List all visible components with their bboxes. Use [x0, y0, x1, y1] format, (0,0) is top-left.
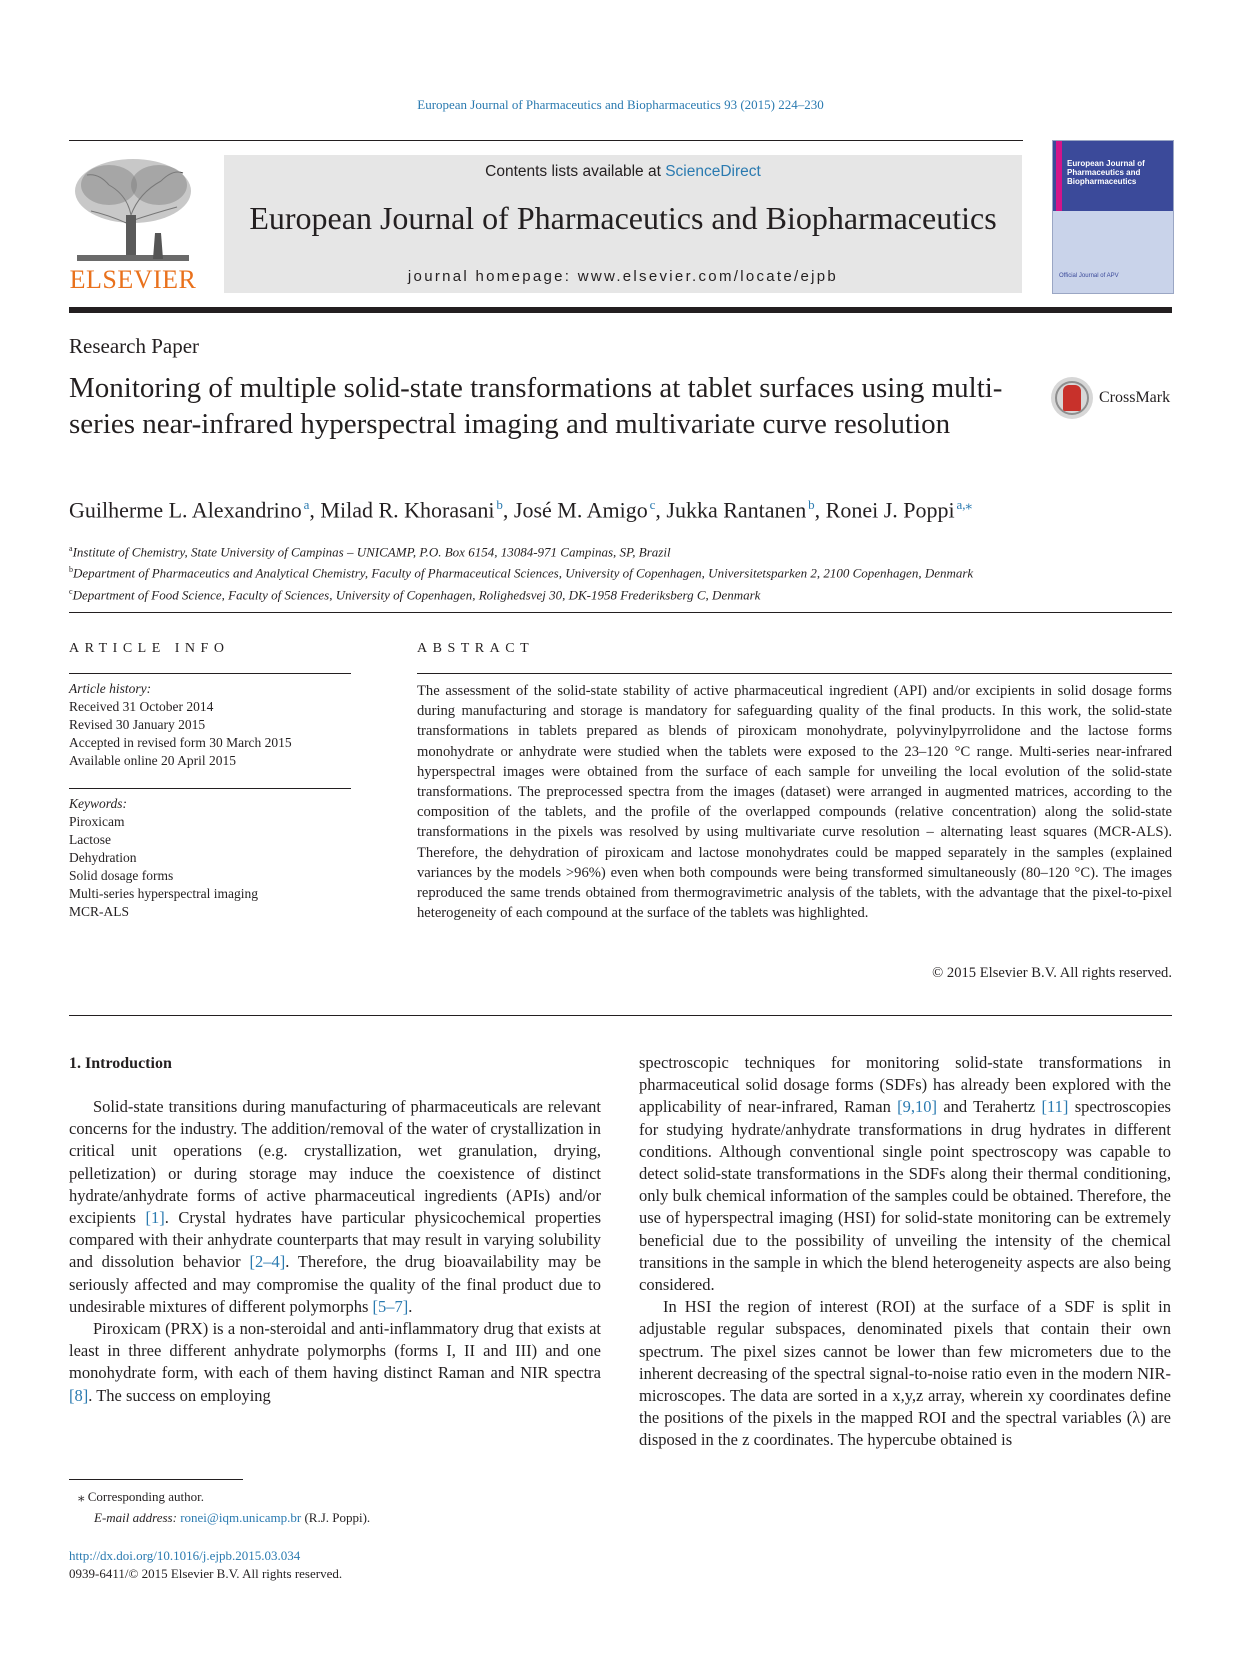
- paragraph: [69, 1096, 601, 1318]
- journal-cover-thumbnail[interactable]: [1052, 140, 1174, 294]
- paragraph-text: .: [408, 1296, 413, 1316]
- footnote-rule: [69, 1479, 243, 1480]
- copyright-notice: © 2015 Elsevier B.V. All rights reserved.: [932, 965, 1172, 981]
- crossmark-label: CrossMark: [1099, 389, 1171, 406]
- history-item: Revised 30 January 2015: [69, 717, 206, 732]
- affiliation-link[interactable]: a: [303, 497, 310, 512]
- contents-prefix: Contents lists available at: [485, 163, 666, 180]
- affiliation-item: [69, 540, 1179, 561]
- email-line: [78, 1507, 578, 1528]
- affiliation-mark: c: [69, 586, 73, 596]
- header-thick-rule: [69, 307, 1172, 313]
- affiliation-text: Department of Food Science, Faculty of Sciences, University of Copenhagen, Rolighedsvej 30, DK-1958 Frederiksberg C, Denmark: [72, 586, 761, 602]
- citation-link[interactable]: [5–7]: [372, 1296, 409, 1316]
- keywords-rule: [69, 788, 351, 789]
- keyword-item: Piroxicam: [69, 814, 125, 829]
- keyword-item: Multi-series hyperspectral imaging: [69, 886, 258, 901]
- paragraph-text: . Therefore, the drug bioavailability may be seriously affected and may compromise the quality of the final product due to undesirable mixtures of different polymorphs: [69, 1252, 601, 1316]
- doi-link[interactable]: http://dx.doi.org/10.1016/j.ejpb.2015.03.034: [69, 1548, 301, 1563]
- affiliation-link[interactable]: b: [808, 497, 815, 512]
- footnote: [78, 1486, 578, 1528]
- paragraph-text: . The success on employing: [88, 1385, 271, 1405]
- crossmark-button[interactable]: [1051, 377, 1181, 421]
- affiliation-text: Department of Pharmaceutics and Analytical Chemistry, Faculty of Pharmaceutical Sciences, University of Copenhagen, Universitetsparken 2, 2100 Copenhagen, Denmark: [73, 565, 974, 581]
- sciencedirect-link[interactable]: ScienceDirect: [665, 163, 761, 180]
- keywords: [69, 795, 351, 921]
- affiliation-link[interactable]: c: [649, 497, 656, 512]
- article-title: Monitoring of multiple solid-state transformations at tablet surfaces using multi-series near-infrared hyperspectral imaging and multivariate curve resolution: [69, 372, 1003, 440]
- citation-link[interactable]: [8]: [69, 1385, 89, 1405]
- paragraph: [639, 1296, 1171, 1451]
- elsevier-logo[interactable]: [69, 155, 197, 295]
- affiliation-mark: a: [69, 544, 73, 553]
- paragraph-text: spectroscopic techniques for monitoring solid-state transformations in pharmaceutical solid dosage forms (SDFs) has already been explored with the applicability of near-infrared, Raman: [639, 1053, 1171, 1117]
- article-history: [69, 680, 351, 770]
- author-separator: ,: [814, 497, 826, 523]
- introduction-heading: 1. Introduction: [69, 1055, 172, 1072]
- paragraph-text: In HSI the region of interest (ROI) at the surface of a SDF is split in adjustable regular subspaces, denominated pixels that contain their own spectrum. The pixel sizes cannot be lower than few micrometers due to the inherent decreasing of the spectral signal-to-noise ratio even in the modern NIR-microscopes. The data are sorted in a x,y,z array, wherein xy coordinates define the positions of the pixels in the mapped ROI and the spectral variables (λ) are disposed in the z coordinates. The hypercube obtained is: [639, 1297, 1171, 1450]
- citation-link[interactable]: [11]: [1041, 1097, 1069, 1117]
- affiliation-text: Institute of Chemistry, State University of Campinas – UNICAMP, P.O. Box 6154, 13084-971 Campinas, SP, Brazil: [72, 544, 671, 560]
- cover-stripe: [1056, 141, 1062, 211]
- paragraph-text: spectroscopies for studying hydrate/anhydrate transformations in drug hydrates in different conditions. Although conventional single point spectroscopy was capable to detect solid-state transformations in the SDFs along their thermal conditioning, only bulk chemical information of the samples could be obtained. Therefore, the use of hyperspectral imaging (HSI) for solid-state monitoring can be extremely beneficial due to the possibility of unveiling the intensity of the chemical transitions in the sample in which the blend heterogeneity aspects are also being considered.: [639, 1097, 1171, 1295]
- article-type: Research Paper: [69, 334, 200, 358]
- affiliation-link[interactable]: b: [496, 497, 503, 512]
- paragraph-text: Piroxicam (PRX) is a non-steroidal and anti-inflammatory drug that exists at least in three different anhydrate polymorphs (forms I, II and III) and one monohydrate form, with each of them having distinct Raman and NIR spectra: [69, 1319, 601, 1383]
- journal-reference-link[interactable]: European Journal of Pharmaceutics and Biopharmaceutics 93 (2015) 224–230: [417, 97, 824, 112]
- contents-line: [224, 163, 1022, 181]
- abstract-heading: ABSTRACT: [417, 641, 535, 656]
- author-name: Ronei J. Poppi: [825, 497, 955, 523]
- email-link[interactable]: ronei@iqm.unicamp.br: [180, 1510, 302, 1525]
- article-info-heading: ARTICLE INFO: [69, 641, 230, 656]
- author-separator: ,: [655, 497, 667, 523]
- paragraph: [639, 1052, 1171, 1296]
- citation-link[interactable]: [1]: [145, 1208, 165, 1228]
- citation-link[interactable]: [2–4]: [249, 1252, 286, 1272]
- email-suffix: (R.J. Poppi).: [301, 1510, 371, 1525]
- paragraph-text: Solid-state transitions during manufacturing of pharmaceuticals are relevant concerns for the industry. The addition/removal of the water of crystallization in critical unit operations (e.g. crystallization, wet granulation, drying, pelletization) or during storage may induce the coexistence of distinct hydrate/anhydrate forms of active pharmaceutical ingredients (APIs) and/or excipients: [69, 1097, 601, 1228]
- affiliation-item: [69, 583, 1179, 604]
- publisher-name: ELSEVIER: [69, 265, 197, 294]
- author-separator: ,: [309, 497, 321, 523]
- journal-homepage-link[interactable]: journal homepage: www.elsevier.com/locate/ejpb: [407, 268, 839, 285]
- doi-block: [69, 1547, 569, 1583]
- journal-masthead: [224, 155, 1022, 293]
- header-top-rule: [69, 140, 1023, 141]
- author-name: Jukka Rantanen: [666, 497, 807, 523]
- history-label: Article history:: [69, 681, 152, 696]
- paragraph-text: . Crystal hydrates have particular physicochemical properties compared with their anhydrate counterparts that may result in varying solubility and dissolution behavior: [69, 1208, 601, 1272]
- affiliations: [69, 540, 1179, 604]
- history-item: Accepted in revised form 30 March 2015: [69, 735, 292, 750]
- history-item: Received 31 October 2014: [69, 699, 214, 714]
- keyword-item: Dehydration: [69, 850, 137, 865]
- affiliation-mark: b: [69, 565, 73, 575]
- section-divider: [69, 612, 1172, 613]
- affiliation-link[interactable]: a,⁎: [956, 497, 972, 512]
- abstract-text: The assessment of the solid-state stability of active pharmaceutical ingredient (API) and/or excipients in solid dosage forms during manufacturing and storage is mandatory for safeguarding quality of the final products. In this work, the solid-state transformations in tablets prepared as blends of piroxicam monohydrate, polyvinylpyrrolidone and the lactose forms monohydrate or anhydrate were studied when the tablets were exposed to the 23–120 °C range. Multi-series near-infrared hyperspectral images were obtained from the surface of each sample for unveiling the local evolution of the solid-state transformations. The preprocessed spectra from the images (dataset) were arranged in augmented matrices, according to the composition of the tablets, and the profile of the overlapped compounds (relative concentration) along the solid-state transformations in the pixels was resolved by using multivariate curve resolution – alternating least squares (MCR-ALS). Therefore, the dehydration of piroxicam and lactose monohydrates could be mapped separately in the samples (explained variances by the models >96%) even when both compounds were being transformed simultaneously (80–120 °C). The images reproduced the same trends obtained from thermogravimetric analysis of the tablets, with the advantage that the pixel-to-pixel heterogeneity of each compound at the surface of the tablets was highlighted.: [417, 683, 1172, 922]
- crossmark-icon: [1051, 377, 1093, 419]
- cover-title: European Journal of Pharmaceutics and Biopharmaceutics: [1067, 159, 1145, 186]
- keyword-item: Solid dosage forms: [69, 868, 174, 883]
- author-list: [69, 497, 1169, 523]
- abstract-rule: [417, 673, 1172, 674]
- email-label: E-mail address:: [94, 1510, 181, 1525]
- author-name: Guilherme L. Alexandrino: [69, 497, 302, 523]
- journal-title: European Journal of Pharmaceutics and Biopharmaceutics: [249, 200, 997, 236]
- keywords-label: Keywords:: [69, 796, 127, 811]
- body-column-left: [69, 1096, 601, 1407]
- affiliation-item: [69, 561, 1179, 582]
- author-name: Milad R. Khorasani: [320, 497, 495, 523]
- history-item: Available online 20 April 2015: [69, 753, 236, 768]
- issn-line: 0939-6411/© 2015 Elsevier B.V. All rights reserved.: [69, 1566, 343, 1581]
- citation-link[interactable]: [9,10]: [897, 1097, 938, 1117]
- corresponding-author-note: ⁎ Corresponding author.: [78, 1489, 205, 1504]
- keyword-item: Lactose: [69, 832, 111, 847]
- paragraph: [69, 1318, 601, 1407]
- body-column-right: [639, 1052, 1171, 1452]
- author-name: José M. Amigo: [513, 497, 648, 523]
- section-divider: [69, 1015, 1172, 1016]
- article-info-rule: [69, 673, 351, 674]
- cover-footer: Official Journal of APV: [1059, 273, 1119, 279]
- author-separator: ,: [502, 497, 514, 523]
- keyword-item: MCR-ALS: [69, 904, 130, 919]
- elsevier-tree-icon: [69, 155, 197, 263]
- paragraph-text: and Terahertz: [937, 1097, 1042, 1117]
